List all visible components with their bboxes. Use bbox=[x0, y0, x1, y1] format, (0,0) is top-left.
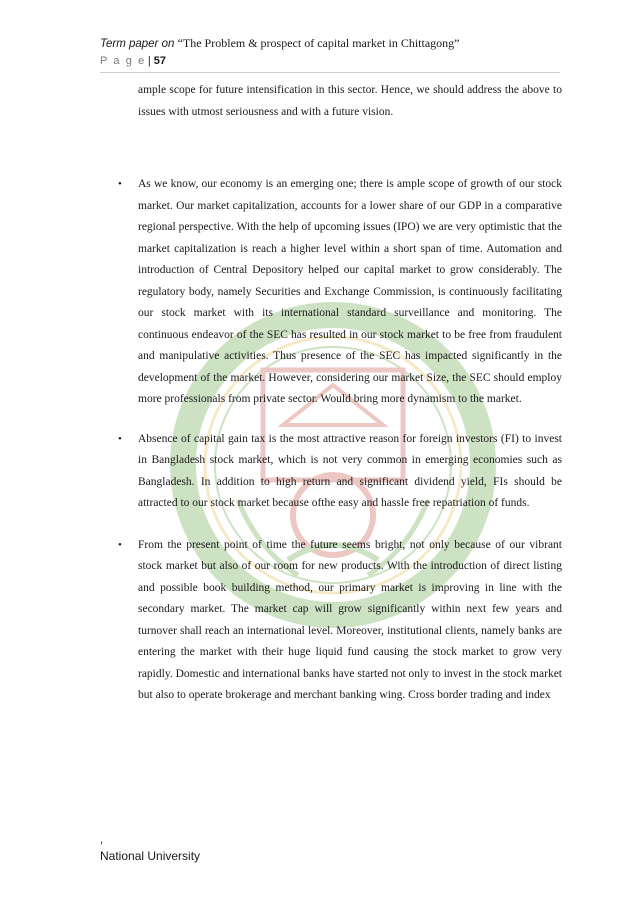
header-page-line bbox=[100, 54, 560, 68]
header-rule bbox=[100, 72, 560, 73]
page-body bbox=[100, 80, 562, 707]
page-number: 57 bbox=[153, 55, 166, 67]
header-lead: Term paper on bbox=[100, 38, 178, 50]
bullet-item bbox=[118, 535, 562, 707]
page-separator: | bbox=[147, 55, 151, 67]
bullet-text: From the present point of time the future seems bright, not only because of our vibrant stock market but also of our room for new products. With the introduction of direct listing and possible book building method, our primary market is improving in line with the secondary market. The market cap will grow significantly within next few years and turnover shall reach an international level. Moreover, institutional clients, namely banks are entering the market with their huge liquid fund causing the stock market to grow very rapidly. Domestic and international banks have started not only to invest in the stock market but also to operate brokerage and merchant banking wing. Cross border trading and index bbox=[138, 538, 562, 701]
footer-mark: , bbox=[100, 834, 104, 846]
bullet-text: Absence of capital gain tax is the most attractive reason for foreign investors (FI) to invest in Bangladesh stock market, which is not very common in emerging economies such as Bangladesh. In addition to high return and significant dividend yield, FIs should be attracted to our stock market because ofthe easy and hassle free repatriation of funds. bbox=[138, 432, 562, 509]
page-footer bbox=[100, 834, 200, 864]
bullet-icon: • bbox=[118, 432, 122, 445]
bullet-icon: • bbox=[118, 538, 122, 551]
page-header bbox=[100, 36, 560, 68]
bullet-text: As we know, our economy is an emerging one; there is ample scope of growth of our stock market. Our market capitalization, accounts for a lower share of our GDP in a comparative regional perspective. With the help of upcoming issues (IPO) we are very optimistic that the market capitalization is reach a higher level within a short span of time. Automation and introduction of Central Depository helped our capital market to grow considerably. The regulatory body, namely Securities and Exchange Commission, is continuously facilitating our stock market with its international standard surveillance and monitoring. The continuous endeavor of the SEC has resulted in our stock market to be free from fraudulent and manipulative activities. Thus presence of the SEC has impacted significantly in the development of the market. However, considering our market Size, the SEC should employ more professionals from private sector. Would bring more dynamism to the market. bbox=[138, 178, 562, 405]
bullet-item bbox=[118, 429, 562, 515]
continued-paragraph: ample scope for future intensification in this sector. Hence, we should address the above to issues with utmost seriousness and with a future vision. bbox=[138, 84, 562, 118]
bullet-icon: • bbox=[118, 178, 122, 190]
header-paper-title: “The Problem & prospect of capital market in Chittagong” bbox=[177, 36, 460, 50]
header-title-line bbox=[100, 36, 560, 52]
footer-text: National University bbox=[100, 849, 201, 863]
bullet-item bbox=[118, 174, 562, 411]
page-label: P a g e bbox=[100, 55, 146, 67]
